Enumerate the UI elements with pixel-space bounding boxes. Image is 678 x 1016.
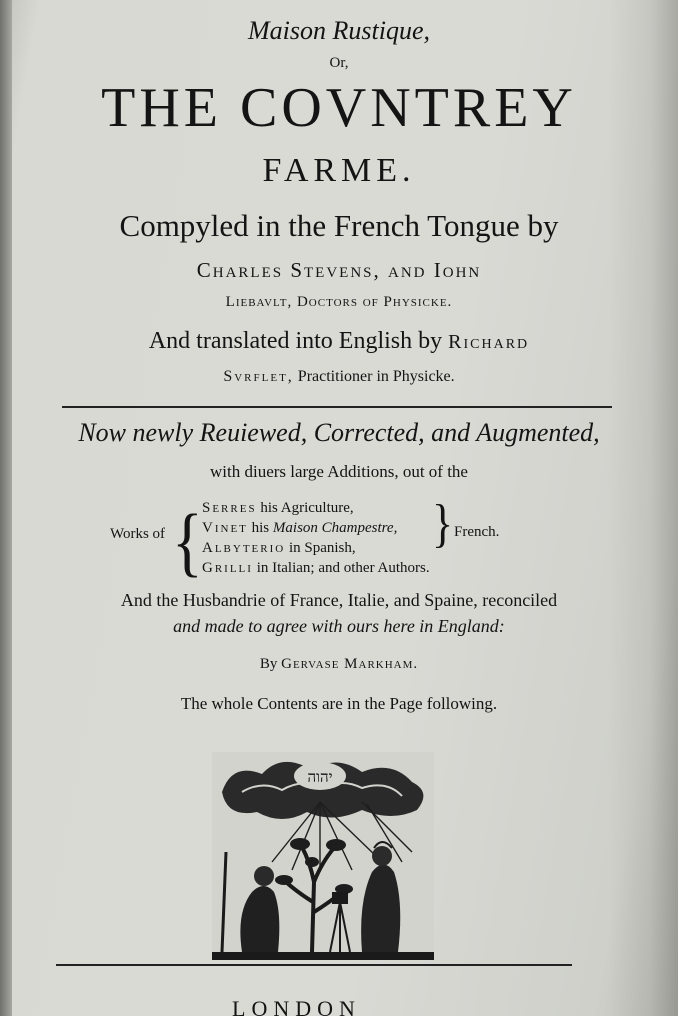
works-list (110, 494, 590, 590)
work-desc: his Agriculture, (260, 500, 354, 516)
title-main: THE COVNTREY (101, 77, 577, 139)
markham-name: Gervase Markham. (281, 656, 419, 672)
imprint-london: LONDON (232, 996, 361, 1016)
compiled-line: Compyled in the French Tongue by (119, 208, 559, 243)
work-desc: in Spanish, (288, 540, 356, 556)
contents-line: The whole Contents are in the Page following. (180, 694, 498, 713)
translator-prefix: And translated into English by (148, 328, 443, 354)
work-author-vinet: Vinet (202, 520, 248, 536)
right-brace: } (432, 494, 454, 553)
works-language: French. (454, 524, 500, 540)
divider-rule (62, 406, 612, 408)
work-title: Maison Champestre, (272, 520, 398, 536)
works-line-1 (202, 500, 354, 517)
tetragrammaton: יהוה (307, 768, 333, 786)
works-line-2 (202, 520, 397, 537)
title-line-or: Or, (329, 55, 349, 71)
bottom-rule (56, 964, 572, 966)
works-line-3 (202, 540, 356, 557)
works-line-4 (202, 560, 430, 577)
translator-title: Practitioner in Physicke. (297, 368, 455, 385)
by-word: By (259, 656, 278, 672)
authors-line: Charles Stevens, and Iohn (196, 258, 482, 282)
woodcut-illustration (212, 752, 434, 960)
work-desc: in Italian; and other Authors. (256, 560, 430, 576)
translator-line-2 (0, 368, 678, 386)
authors-line-2: Liebavlt, Doctors of Physicke. (225, 294, 453, 310)
woodcut-image (212, 752, 434, 960)
title-line-maison-rustique: Maison Rustique, (248, 16, 430, 45)
works-label: Works of (110, 526, 166, 542)
left-brace: { (172, 498, 203, 584)
reviewed-line: Now newly Reuiewed, Corrected, and Augmented, (78, 418, 600, 447)
agree-line: and made to agree with ours here in England: (173, 616, 505, 636)
translator-name: Richard (448, 331, 530, 353)
additions-line: with diuers large Additions, out of the (210, 462, 468, 481)
work-author-grilli: Grilli (202, 560, 253, 576)
translator-surname: Svrflet, (223, 368, 294, 385)
work-author-serres: Serres (202, 500, 257, 516)
translator-line (0, 328, 678, 355)
title-farme: FARME. (262, 152, 416, 189)
work-desc: his (251, 520, 270, 536)
by-line (0, 656, 678, 673)
work-author-albyterio: Albyterio (202, 540, 286, 556)
husbandrie-line: And the Husbandrie of France, Italie, and Spaine, reconciled (120, 590, 558, 610)
